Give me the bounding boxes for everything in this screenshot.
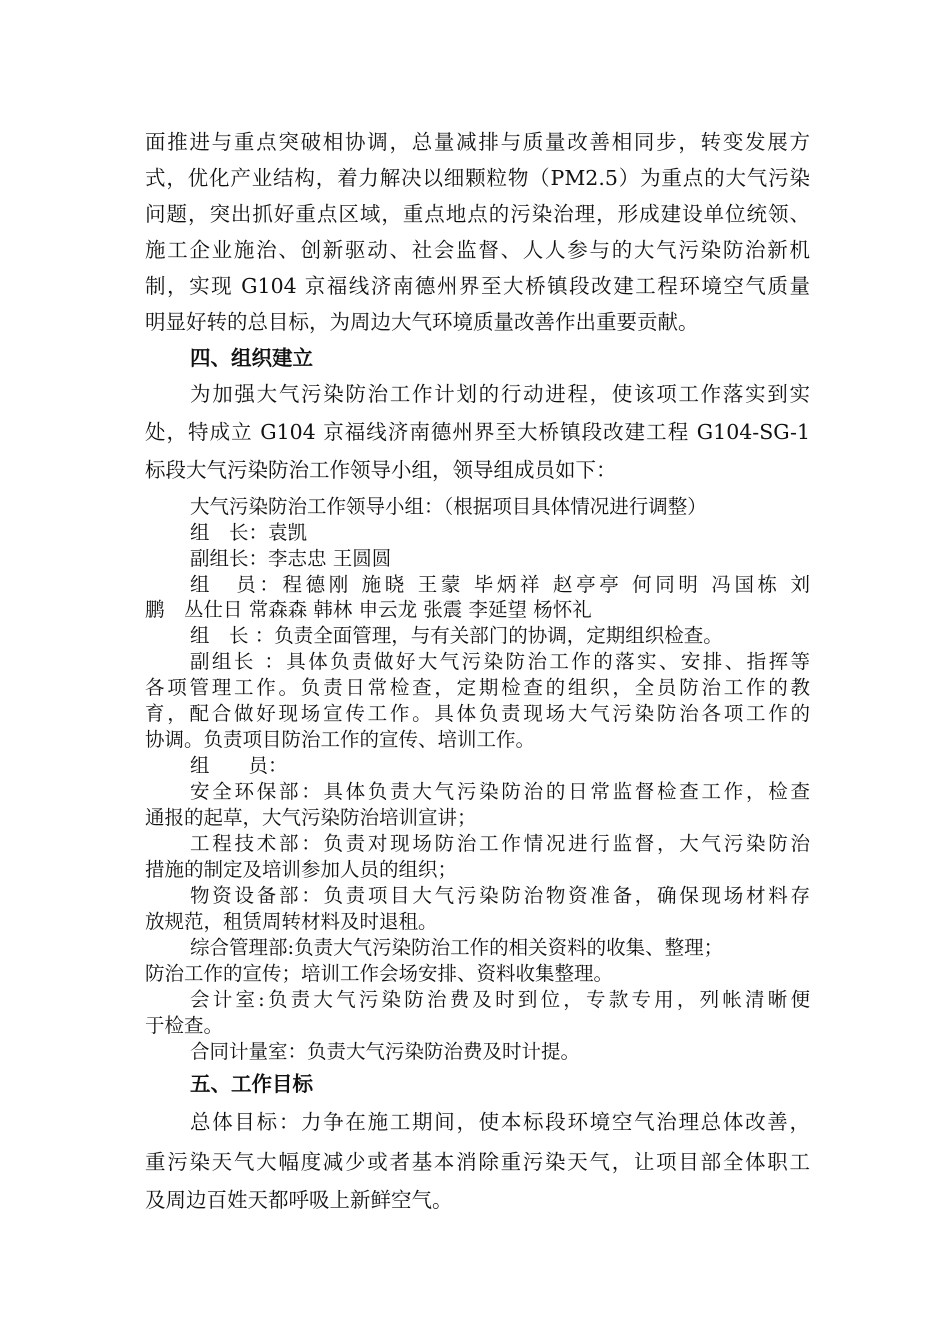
- section5-para-line-2: 重污染天气大幅度减少或者基本消除重污染天气，让项目部全体职工: [145, 1150, 810, 1174]
- section4-para-line-1: 为加强大气污染防治工作计划的行动进程，使该项工作落实到实: [190, 382, 810, 406]
- intro-line-5: 制，实现 G104 京福线济南德州界至大桥镇段改建工程环境空气质量: [145, 274, 810, 298]
- group-leader: 组 长：袁凯: [190, 521, 308, 544]
- section4-para-line-2: 处，特成立 G104 京福线济南德州界至大桥镇段改建工程 G104-SG-1: [145, 420, 810, 444]
- group-members-line-2: 鹏 丛仕日 常森森 韩林 申云龙 张震 李延望 杨怀礼: [145, 598, 592, 621]
- duty-leader: 组 长 ：负责全面管理，与有关部门的协调，定期组织检查。: [190, 624, 723, 647]
- duty-deputy-line-3: 育，配合做好现场宣传工作。具体负责现场大气污染防治各项工作的: [145, 702, 810, 725]
- intro-line-3: 问题，突出抓好重点区域，重点地点的污染治理，形成建设单位统领、: [145, 202, 810, 226]
- dept-admin-line-1: 综合管理部:负责大气污染防治工作的相关资料的收集、整理；: [190, 936, 724, 959]
- duty-deputy-line-4: 协调。负责项目防治工作的宣传、培训工作。: [145, 728, 536, 751]
- dept-admin-line-2: 防治工作的宣传；培训工作会场安排、资料收集整理。: [145, 962, 614, 985]
- duty-deputy-line-1: 副组长 ：具体负责做好大气污染防治工作的落实、安排、指挥等: [190, 650, 810, 673]
- members-label: 组 员：: [190, 754, 288, 777]
- group-deputy: 副组长：李志忠 王圆圆: [190, 547, 392, 570]
- section5-para-line-3: 及周边百姓天都呼吸上新鲜空气。: [145, 1188, 453, 1212]
- dept-tech-line-1: 工程技术部：负责对现场防治工作情况进行监督，大气污染防治: [190, 832, 810, 855]
- dept-accounting-line-2: 于检查。: [145, 1014, 224, 1037]
- intro-line-2: 式，优化产业结构，着力解决以细颗粒物（PM2.5）为重点的大气污染: [145, 166, 810, 190]
- section5-para-line-1: 总体目标：力争在施工期间，使本标段环境空气治理总体改善，: [190, 1110, 810, 1134]
- dept-material-line-2: 放规范，租赁周转材料及时退租。: [145, 910, 438, 933]
- group-title: 大气污染防治工作领导小组：（根据项目具体情况进行调整）: [190, 495, 707, 518]
- intro-line-6: 明显好转的总目标，为周边大气环境质量改善作出重要贡献。: [145, 310, 699, 334]
- section-heading-goals: 五、工作目标: [190, 1072, 313, 1096]
- dept-safety-line-2: 通报的起草，大气污染防治培训宣讲；: [145, 806, 477, 829]
- intro-line-4: 施工企业施治、创新驱动、社会监督、人人参与的大气污染防治新机: [145, 238, 810, 262]
- intro-line-1: 面推进与重点突破相协调，总量减排与质量改善相同步，转变发展方: [145, 130, 810, 154]
- duty-deputy-line-2: 各项管理工作。负责日常检查，定期检查的组织，全员防治工作的教: [145, 676, 810, 699]
- section-heading-organization: 四、组织建立: [190, 346, 313, 370]
- dept-accounting-line-1: 会计室:负责大气污染防治费及时到位，专款专用，列帐清晰便: [190, 988, 810, 1011]
- dept-material-line-1: 物资设备部：负责项目大气污染防治物资准备，确保现场材料存: [190, 884, 810, 907]
- group-members-line-1: 组 员：程德刚 施晓 王蒙 毕炳祥 赵亭亭 何同明 冯国栋 刘: [190, 573, 810, 596]
- dept-contract: 合同计量室：负责大气污染防治费及时计提。: [190, 1040, 581, 1063]
- dept-safety-line-1: 安全环保部：具体负责大气污染防治的日常监督检查工作，检查: [190, 780, 810, 803]
- dept-tech-line-2: 措施的制定及培训参加人员的组织；: [145, 858, 458, 881]
- section4-para-line-3: 标段大气污染防治工作领导小组，领导组成员如下：: [145, 458, 617, 482]
